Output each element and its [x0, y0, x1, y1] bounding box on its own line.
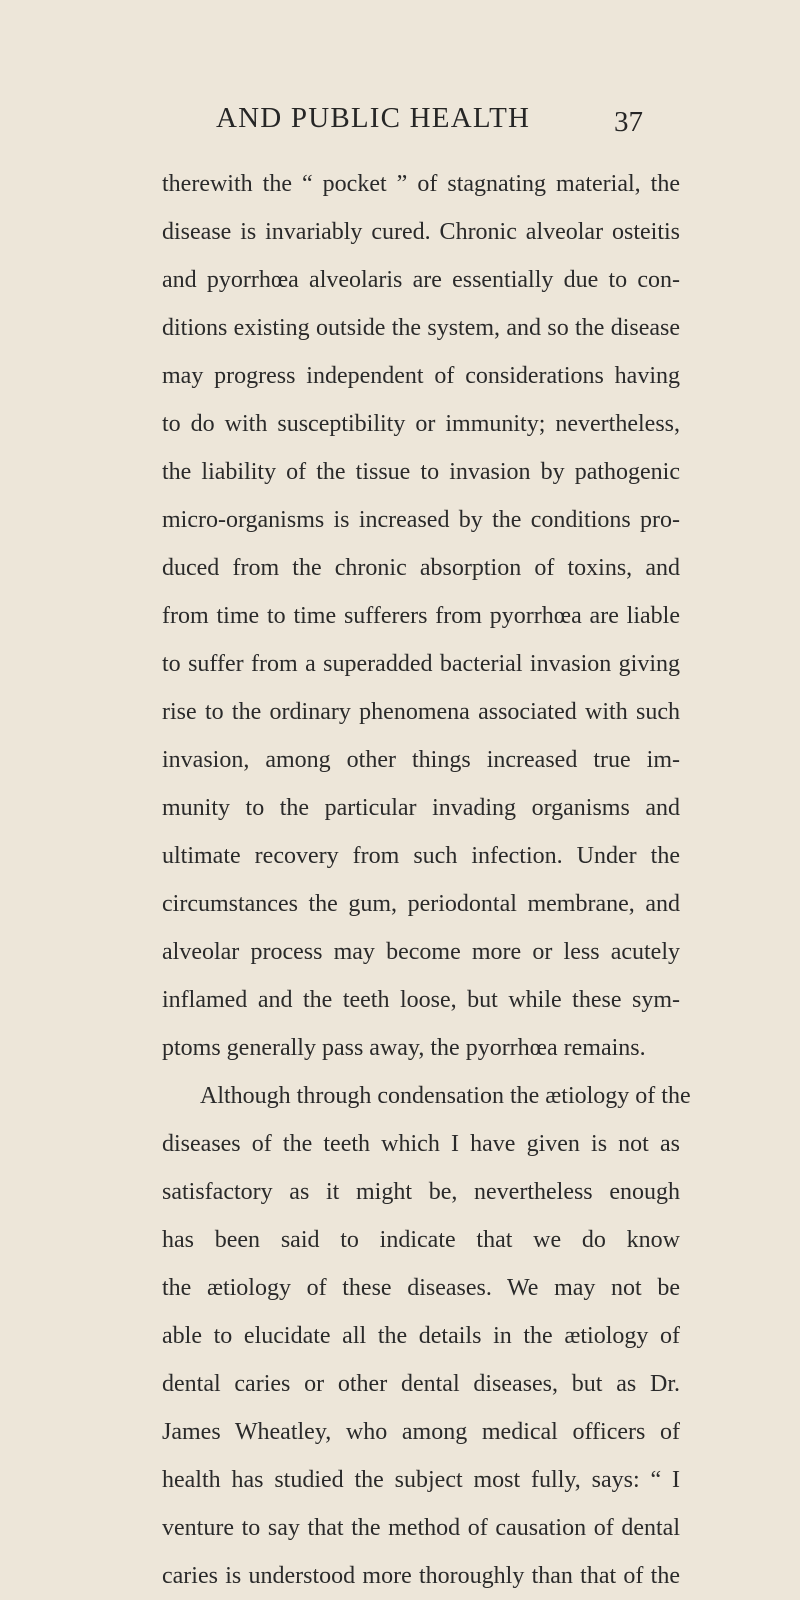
text-line: and pyorrhœa alveolaris are essentially due to con-: [162, 267, 680, 293]
text-line: inflamed and the teeth loose, but while these sym-: [162, 987, 680, 1013]
text-line: ptoms generally pass away, the pyorrhœa remains.: [162, 1035, 646, 1061]
text-line: rise to the ordinary phenomena associated with such: [162, 699, 680, 725]
text-line: ditions existing outside the system, and so the disease: [162, 315, 680, 341]
text-line: from time to time sufferers from pyorrhœa are liable: [162, 603, 680, 629]
text-line: invasion, among other things increased true im-: [162, 747, 680, 773]
text-line: satisfactory as it might be, nevertheless enough: [162, 1179, 680, 1205]
text-line: caries is understood more thoroughly than that of the: [162, 1563, 680, 1589]
text-line: dental caries or other dental diseases, but as Dr.: [162, 1371, 680, 1397]
text-line: the ætiology of these diseases. We may not be: [162, 1275, 680, 1301]
paragraph-first-line: Although through condensation the ætiology of the: [200, 1083, 691, 1109]
text-line: to suffer from a superadded bacterial invasion giving: [162, 651, 680, 677]
page-number: 37: [614, 106, 643, 138]
text-line: able to elucidate all the details in the ætiology of: [162, 1323, 680, 1349]
body-text: [162, 160, 691, 1600]
text-line: venture to say that the method of causation of dental: [162, 1515, 680, 1541]
text-line: may progress independent of considerations having: [162, 363, 680, 389]
running-head: AND PUBLIC HEALTH: [216, 102, 531, 134]
text-line: to do with susceptibility or immunity; nevertheless,: [162, 411, 680, 437]
text-line: circumstances the gum, periodontal membrane, and: [162, 891, 680, 917]
text-line: therewith the “ pocket ” of stagnating material, the: [162, 171, 680, 197]
text-line: James Wheatley, who among medical officers of: [162, 1419, 680, 1445]
text-line: has been said to indicate that we do know: [162, 1227, 680, 1253]
text-line: diseases of the teeth which I have given is not as: [162, 1131, 680, 1157]
text-line: munity to the particular invading organisms and: [162, 795, 680, 821]
text-line: the liability of the tissue to invasion by pathogenic: [162, 459, 680, 485]
text-line: micro-organisms is increased by the conditions pro-: [162, 507, 680, 533]
text-line: health has studied the subject most fully, says: “ I: [162, 1467, 680, 1493]
text-line: disease is invariably cured. Chronic alveolar osteitis: [162, 219, 680, 245]
text-line: duced from the chronic absorption of toxins, and: [162, 555, 680, 581]
text-line: alveolar process may become more or less acutely: [162, 939, 680, 965]
text-line: ultimate recovery from such infection. Under the: [162, 843, 680, 869]
